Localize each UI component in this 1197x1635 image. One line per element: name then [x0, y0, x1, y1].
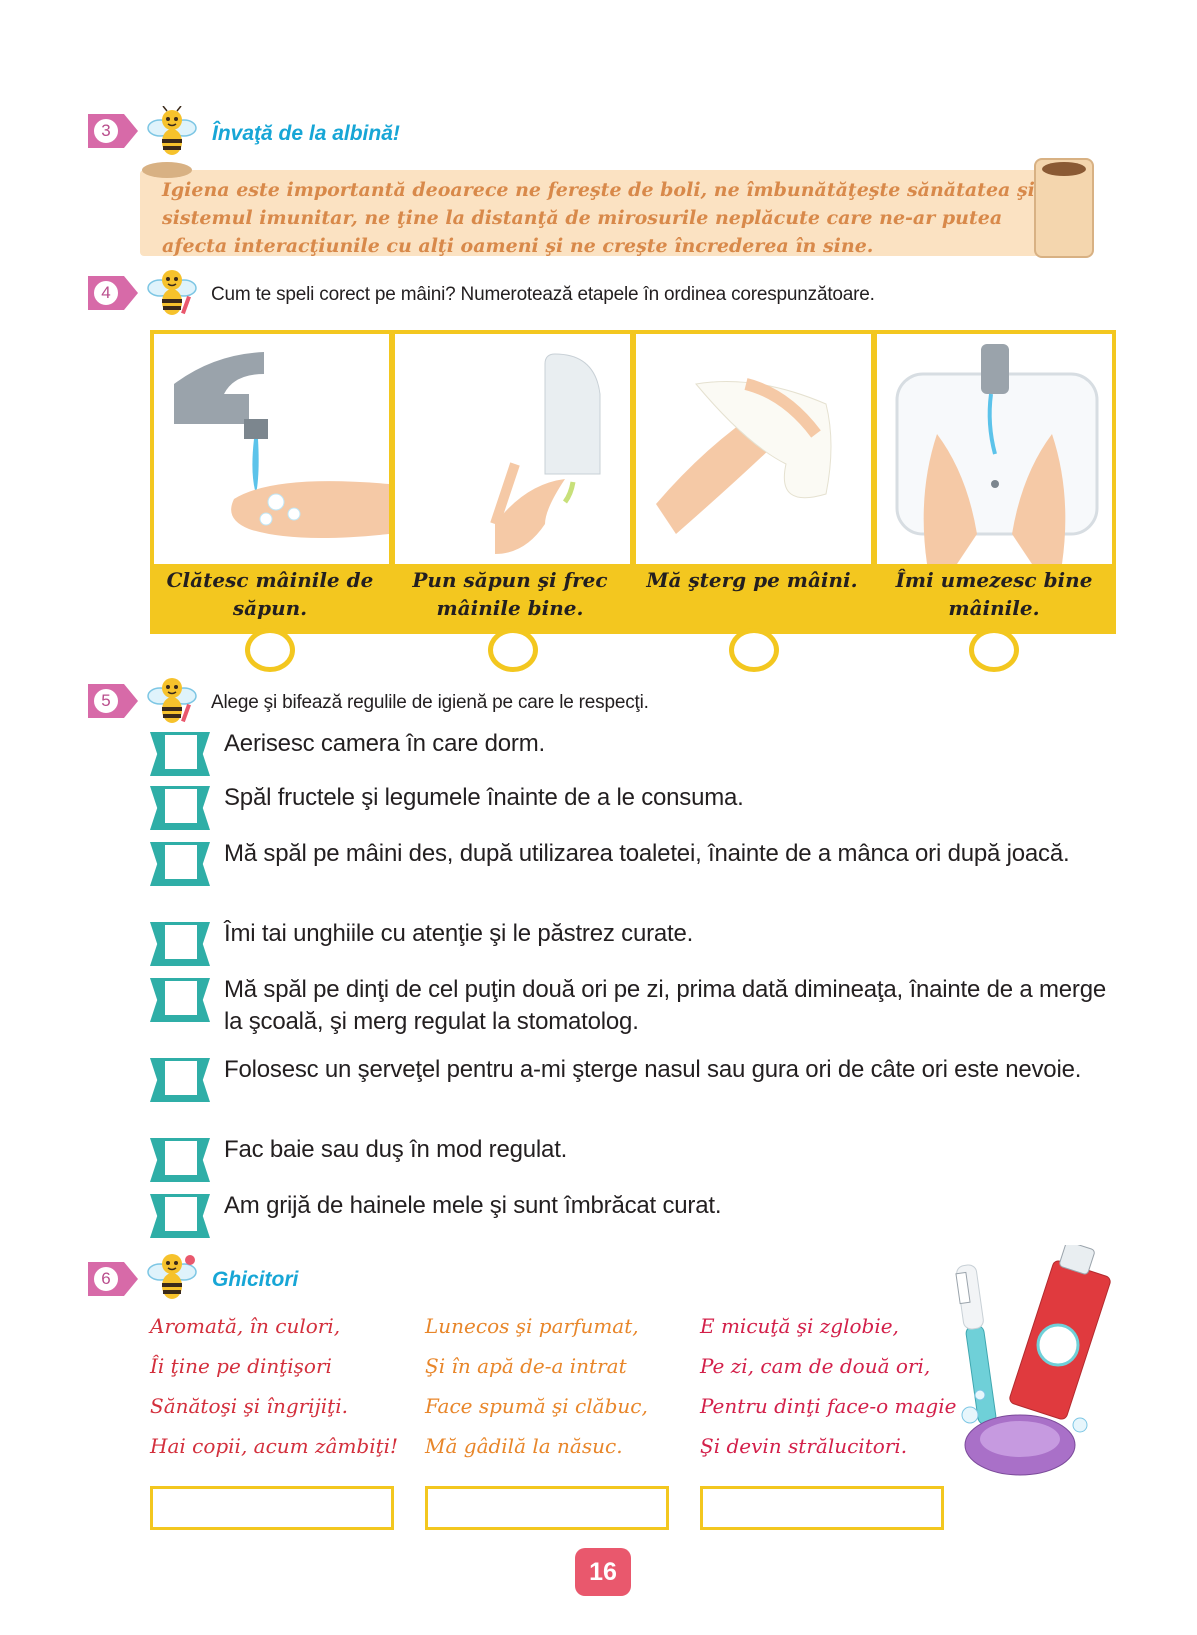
tap-icon [154, 334, 389, 564]
riddle-2 [425, 1306, 695, 1466]
page-number: 16 [575, 1548, 631, 1596]
riddle-line: Lunecos şi parfumat, [425, 1314, 639, 1338]
exercise-4-instruction: Cum te speli corect pe mâini? Numerotează etapele în ordinea corespunzătoare. [211, 284, 875, 305]
bee-icon [146, 266, 198, 318]
riddle-line: Pe zi, cam de două ori, [700, 1354, 931, 1378]
exercise-5-number: 5 [88, 680, 148, 720]
riddle-line: Sănătoşi şi îngrijiţi. [150, 1394, 348, 1418]
exercise-6-title: Ghicitori [212, 1268, 299, 1291]
bee-icon [146, 1250, 198, 1302]
sink-icon [877, 334, 1112, 564]
exercise-3-title: Învaţă de la albină! [212, 122, 400, 145]
rule-checkbox-8[interactable] [150, 1190, 210, 1240]
step-image-soap [395, 334, 630, 564]
step-caption-3: Mă şterg pe mâini. [646, 568, 858, 592]
toothbrush-toothpaste-soap-illustration [950, 1245, 1130, 1485]
riddle-line: Şi în apă de-a intrat [425, 1354, 627, 1378]
riddle-1 [150, 1306, 420, 1466]
rule-checkbox-6[interactable] [150, 1054, 210, 1104]
riddle-line: Mă gâdilă la năsuc. [425, 1434, 623, 1458]
riddle-answer-2[interactable] [425, 1486, 669, 1530]
rule-checkbox-1[interactable] [150, 728, 210, 778]
exercise-3-number: 3 [88, 110, 148, 150]
riddle-line: E micuţă şi zglobie, [700, 1314, 899, 1338]
exercise-6-number: 6 [88, 1258, 148, 1298]
riddle-answer-3[interactable] [700, 1486, 944, 1530]
step-order-input-2[interactable] [488, 628, 538, 672]
exercise-4-number: 4 [88, 272, 148, 312]
bee-icon [146, 674, 198, 726]
riddle-answer-1[interactable] [150, 1486, 394, 1530]
step-image-wet [877, 334, 1112, 564]
rule-checkbox-4[interactable] [150, 918, 210, 968]
riddle-line: Şi devin strălucitori. [700, 1434, 908, 1458]
toothbrush-icon [956, 1264, 997, 1426]
bee-lesson-text: Igiena este importantă deoarece ne fereşte de boli, ne îmbunătăţeşte sănătatea şi sistemul imunitar, ne ţine la distanţă de mirosurile neplăcute care ne-ar putea afecta interacţiunile cu alţi oameni şi ne creşte încrederea în sine. [162, 179, 1035, 257]
toothpaste-icon [1008, 1245, 1111, 1421]
hand-dryer-icon [395, 334, 630, 564]
riddle-line: Îi ţine pe dinţişori [150, 1354, 332, 1378]
bee-lesson-scroll [140, 162, 1078, 260]
riddle-line: Pentru dinţi face-o magie [700, 1394, 957, 1418]
step-caption-2: Pun săpun şi frec mâinile bine. [412, 568, 608, 620]
step-image-rinse [154, 334, 389, 564]
riddle-line: Aromată, în culori, [150, 1314, 341, 1338]
towel-icon [636, 334, 871, 564]
riddle-3 [700, 1306, 970, 1466]
riddle-line: Face spumă şi clăbuc, [425, 1394, 648, 1418]
exercise-5-instruction: Alege şi bifează regulile de igienă pe care le respecţi. [211, 692, 649, 713]
step-image-dry [636, 334, 871, 564]
rule-checkbox-5[interactable] [150, 974, 210, 1024]
step-order-input-4[interactable] [969, 628, 1019, 672]
handwashing-steps [150, 330, 1116, 634]
step-order-input-1[interactable] [245, 628, 295, 672]
riddle-line: Hai copii, acum zâmbiţi! [150, 1434, 399, 1458]
rule-checkbox-3[interactable] [150, 838, 210, 888]
rule-checkbox-2[interactable] [150, 782, 210, 832]
bee-icon [146, 106, 198, 158]
step-caption-1: Clătesc mâinile de săpun. [166, 568, 374, 620]
rule-checkbox-7[interactable] [150, 1134, 210, 1184]
step-caption-4: Îmi umezesc bine mâinile. [895, 568, 1093, 620]
step-order-input-3[interactable] [729, 628, 779, 672]
